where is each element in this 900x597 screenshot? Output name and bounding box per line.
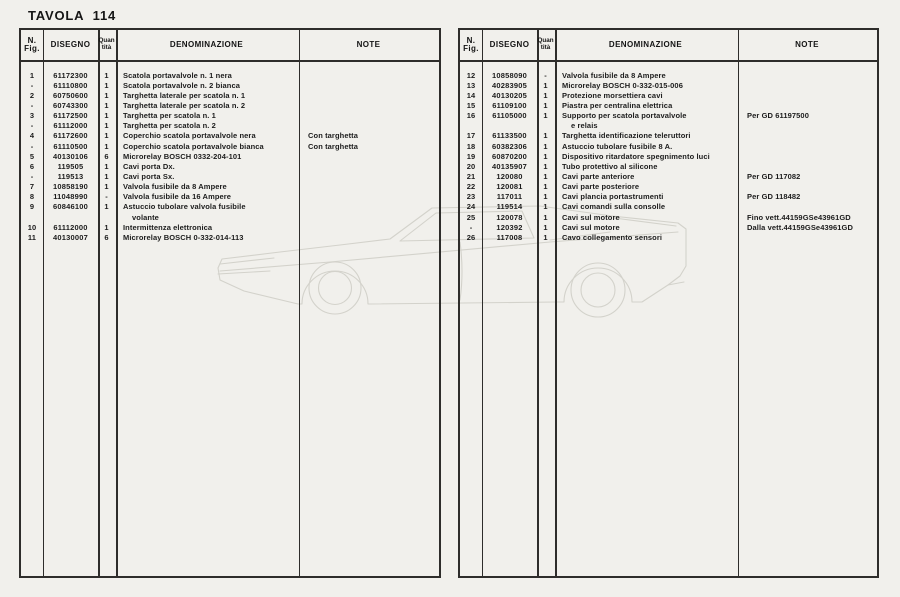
fig-cell: 22 — [466, 182, 476, 192]
table-row — [460, 70, 877, 80]
fig-cell: 8 — [29, 192, 35, 202]
dis-cell: 61112000 — [53, 222, 88, 232]
qty-cell: 1 — [104, 182, 109, 192]
den-cell: Valvola fusibile da 16 Ampere — [123, 192, 232, 202]
den-cell: Cavi sul motore — [562, 222, 620, 232]
fig-cell: 17 — [466, 131, 476, 141]
table-row — [460, 222, 877, 232]
parts-table-right — [458, 28, 879, 578]
dis-cell: 60382306 — [492, 141, 527, 151]
qty-cell: 1 — [104, 70, 109, 80]
qty-cell: 1 — [543, 90, 548, 100]
column-header-note — [737, 30, 877, 60]
note-cell: Fino vett.44159GSe43961GD — [747, 212, 851, 222]
den-cell: Scatola portavalvole n. 2 bianca — [123, 80, 240, 90]
header-label: N. — [466, 35, 476, 45]
fig-cell: 24 — [466, 202, 476, 212]
fig-cell: 9 — [29, 202, 35, 212]
note-cell: Con targhetta — [308, 141, 359, 151]
fig-cell: 4 — [29, 131, 35, 141]
dis-cell: 119514 — [496, 202, 523, 212]
fig-cell: 10 — [27, 222, 37, 232]
header-label: Quan — [537, 37, 554, 45]
dis-cell: 119505 — [57, 161, 84, 171]
dis-cell: 61133500 — [492, 131, 527, 141]
table-row — [21, 161, 439, 171]
fig-cell: 25 — [466, 212, 476, 222]
table-row — [460, 151, 877, 161]
table-row — [21, 202, 439, 212]
qty-cell: 1 — [543, 192, 548, 202]
den-cell: Piastra per centralina elettrica — [562, 100, 673, 110]
table-row — [21, 121, 439, 131]
page-title: TAVOLA 114 — [28, 8, 117, 23]
den-cell: Targhetta laterale per scatola n. 2 — [123, 100, 246, 110]
den-cell: Cavi porta Sx. — [123, 171, 175, 181]
fig-cell: 18 — [466, 141, 476, 151]
den-cell: Supporto per scatola portavalvole — [562, 111, 687, 121]
table-body — [21, 62, 439, 576]
qty-cell: 1 — [104, 131, 109, 141]
den-cell: Targhetta per scatola n. 2 — [123, 121, 216, 131]
header-label: tità — [540, 44, 551, 51]
dis-cell: 61112000 — [53, 121, 88, 131]
fig-cell: 15 — [466, 100, 476, 110]
fig-cell: - — [30, 141, 34, 151]
qty-cell: 1 — [543, 141, 548, 151]
table-row — [21, 182, 439, 192]
qty-cell: 1 — [104, 171, 109, 181]
column-header-disegno — [482, 30, 537, 60]
note-cell: Con targhetta — [308, 131, 359, 141]
column-header-fig — [460, 30, 482, 60]
column-header-note — [298, 30, 439, 60]
den-cell: Targhetta per scatola n. 1 — [123, 111, 216, 121]
column-header-quantita — [98, 30, 115, 60]
den-cell: Cavi porta Dx. — [123, 161, 175, 171]
den-cell: Valvola fusibile da 8 Ampere — [562, 70, 666, 80]
dis-cell: 60870200 — [492, 151, 527, 161]
fig-cell: 19 — [466, 151, 476, 161]
table-row — [21, 171, 439, 181]
dis-cell: 117011 — [496, 192, 523, 202]
qty-cell: 1 — [104, 141, 109, 151]
note-cell: Per GD 118482 — [747, 192, 801, 202]
qty-cell: 1 — [543, 202, 548, 212]
den-cell: Microrelay BOSCH 0-332-015-006 — [562, 80, 683, 90]
table-row — [460, 100, 877, 110]
dis-cell: 60743300 — [53, 100, 88, 110]
den-cell: Microrelay BOSCH 0332-204-101 — [123, 151, 242, 161]
fig-cell: - — [30, 80, 34, 90]
dis-cell: 10858190 — [53, 182, 88, 192]
den-cell: Targhetta laterale per scatola n. 1 — [123, 90, 246, 100]
qty-cell: - — [544, 70, 547, 80]
column-header-disegno — [43, 30, 98, 60]
den-cell: Cavi parte anteriore — [562, 171, 635, 181]
fig-cell: 12 — [466, 70, 476, 80]
table-row — [460, 121, 877, 131]
table-row — [21, 100, 439, 110]
table-row — [21, 192, 439, 202]
table-row — [21, 111, 439, 121]
den-cell: Cavo collegamento sensori — [562, 232, 663, 242]
qty-cell: 6 — [104, 232, 109, 242]
dis-cell: 117008 — [496, 232, 523, 242]
qty-cell: 1 — [543, 80, 548, 90]
qty-cell: 1 — [543, 161, 548, 171]
dis-cell: 40130106 — [53, 151, 88, 161]
dis-cell: 61172500 — [53, 111, 88, 121]
dis-cell: 40130205 — [492, 90, 527, 100]
table-row — [21, 80, 439, 90]
table-header — [460, 30, 877, 62]
dis-cell: 61105000 — [492, 111, 527, 121]
dis-cell: 60846100 — [53, 202, 88, 212]
table-row — [460, 202, 877, 212]
table-row — [460, 80, 877, 90]
fig-cell: 3 — [29, 111, 35, 121]
header-label: tità — [101, 44, 112, 51]
table-row — [460, 141, 877, 151]
dis-cell: 120392 — [496, 222, 523, 232]
qty-cell: 1 — [104, 202, 109, 212]
table-row — [460, 232, 877, 242]
fig-cell: 23 — [466, 192, 476, 202]
dis-cell: 61110500 — [53, 141, 88, 151]
header-label: NOTE — [356, 39, 381, 49]
header-label: Fig. — [24, 44, 40, 53]
qty-cell: 1 — [104, 222, 109, 232]
dis-cell: 61109100 — [492, 100, 527, 110]
fig-cell: - — [30, 121, 34, 131]
note-cell: Per GD 117082 — [747, 171, 801, 181]
fig-cell: 5 — [29, 151, 35, 161]
table-row — [460, 131, 877, 141]
table-row — [460, 212, 877, 222]
dis-cell: 10858090 — [492, 70, 527, 80]
qty-cell: 1 — [104, 161, 109, 171]
fig-cell: - — [469, 222, 473, 232]
qty-cell: 1 — [543, 222, 548, 232]
fig-cell: 6 — [29, 161, 35, 171]
fig-cell: 1 — [29, 70, 35, 80]
dis-cell: 61110800 — [53, 80, 88, 90]
den-cell: Coperchio scatola portavalvole bianca — [123, 141, 264, 151]
column-header-denominazione — [554, 30, 737, 60]
den-cell: Cavi plancia portastrumenti — [562, 192, 664, 202]
table-row — [460, 161, 877, 171]
den-cell: Cavi sul motore — [562, 212, 620, 222]
den-cell: Astuccio tubolare fusibile 8 A. — [562, 141, 673, 151]
den-cell: Cavi parte posteriore — [562, 182, 640, 192]
table-row — [21, 70, 439, 80]
table-row — [460, 171, 877, 181]
note-cell: Dalla vett.44159GSe43961GD — [747, 222, 853, 232]
column-header-denominazione — [115, 30, 298, 60]
table-row — [21, 141, 439, 151]
qty-cell: - — [105, 192, 108, 202]
table-row — [460, 90, 877, 100]
header-label: DISEGNO — [50, 39, 91, 49]
dis-cell: 119513 — [57, 171, 84, 181]
dis-cell: 40130007 — [53, 232, 88, 242]
table-row — [21, 131, 439, 141]
fig-cell: 21 — [466, 171, 476, 181]
dis-cell: 60750600 — [53, 90, 88, 100]
fig-cell: 2 — [29, 90, 35, 100]
qty-cell: 1 — [543, 111, 548, 121]
fig-cell: - — [30, 100, 34, 110]
dis-cell: 40283905 — [492, 80, 527, 90]
fig-cell: 20 — [466, 161, 476, 171]
table-row — [21, 151, 439, 161]
fig-cell: 26 — [466, 232, 476, 242]
table-row — [21, 90, 439, 100]
qty-cell: 6 — [104, 151, 109, 161]
den-cell: Protezione morsettiera cavi — [562, 90, 663, 100]
header-label: N. — [27, 35, 37, 45]
table-header — [21, 30, 439, 62]
qty-cell: 1 — [543, 151, 548, 161]
den-cell: Valvola fusibile da 8 Ampere — [123, 182, 227, 192]
fig-cell: 11 — [27, 232, 37, 242]
fig-cell: 16 — [466, 111, 476, 121]
den-cell: Targhetta identificazione teleruttori — [562, 131, 691, 141]
den-cell: volante — [132, 212, 159, 222]
header-label: Fig. — [463, 44, 479, 53]
header-label: NOTE — [795, 39, 819, 49]
den-cell: Tubo protettivo al silicone — [562, 161, 658, 171]
dis-cell: 61172300 — [53, 70, 88, 80]
table-row — [460, 182, 877, 192]
column-header-quantita — [537, 30, 554, 60]
dis-cell: 61172600 — [53, 131, 88, 141]
den-cell: Scatola portavalvole n. 1 nera — [123, 70, 232, 80]
den-cell: Cavi comandi sulla consolle — [562, 202, 666, 212]
qty-cell: 1 — [543, 171, 548, 181]
header-label: Quan — [98, 37, 115, 45]
header-label: DENOMINAZIONE — [608, 39, 683, 49]
qty-cell: 1 — [104, 100, 109, 110]
qty-cell: 1 — [543, 212, 548, 222]
note-cell: Per GD 61197500 — [747, 111, 809, 121]
den-cell: e relais — [571, 121, 598, 131]
den-cell: Coperchio scatola portavalvole nera — [123, 131, 256, 141]
dis-cell: 120078 — [496, 212, 523, 222]
column-header-fig — [21, 30, 43, 60]
qty-cell: 1 — [543, 131, 548, 141]
qty-cell: 1 — [543, 232, 548, 242]
fig-cell: 13 — [466, 80, 476, 90]
dis-cell: 120081 — [496, 182, 523, 192]
qty-cell: 1 — [104, 121, 109, 131]
den-cell: Astuccio tubolare valvola fusibile — [123, 202, 246, 212]
dis-cell: 11048990 — [53, 192, 88, 202]
dis-cell: 40135907 — [492, 161, 527, 171]
table-row — [21, 232, 439, 242]
header-label: DISEGNO — [489, 39, 530, 49]
table-row — [460, 111, 877, 121]
den-cell: Microrelay BOSCH 0-332-014-113 — [123, 232, 244, 242]
qty-cell: 1 — [543, 100, 548, 110]
table-row — [460, 192, 877, 202]
den-cell: Dispositivo ritardatore spegnimento luci — [562, 151, 710, 161]
header-label: DENOMINAZIONE — [169, 39, 244, 49]
fig-cell: 14 — [466, 90, 476, 100]
parts-table-left — [19, 28, 441, 578]
qty-cell: 1 — [104, 80, 109, 90]
dis-cell: 120080 — [496, 171, 523, 181]
fig-cell: 7 — [29, 182, 35, 192]
fig-cell: - — [30, 171, 34, 181]
table-row — [21, 212, 439, 222]
den-cell: Intermittenza elettronica — [123, 222, 213, 232]
qty-cell: 1 — [104, 90, 109, 100]
table-body — [460, 62, 877, 576]
qty-cell: 1 — [104, 111, 109, 121]
qty-cell: 1 — [543, 182, 548, 192]
table-row — [21, 222, 439, 232]
